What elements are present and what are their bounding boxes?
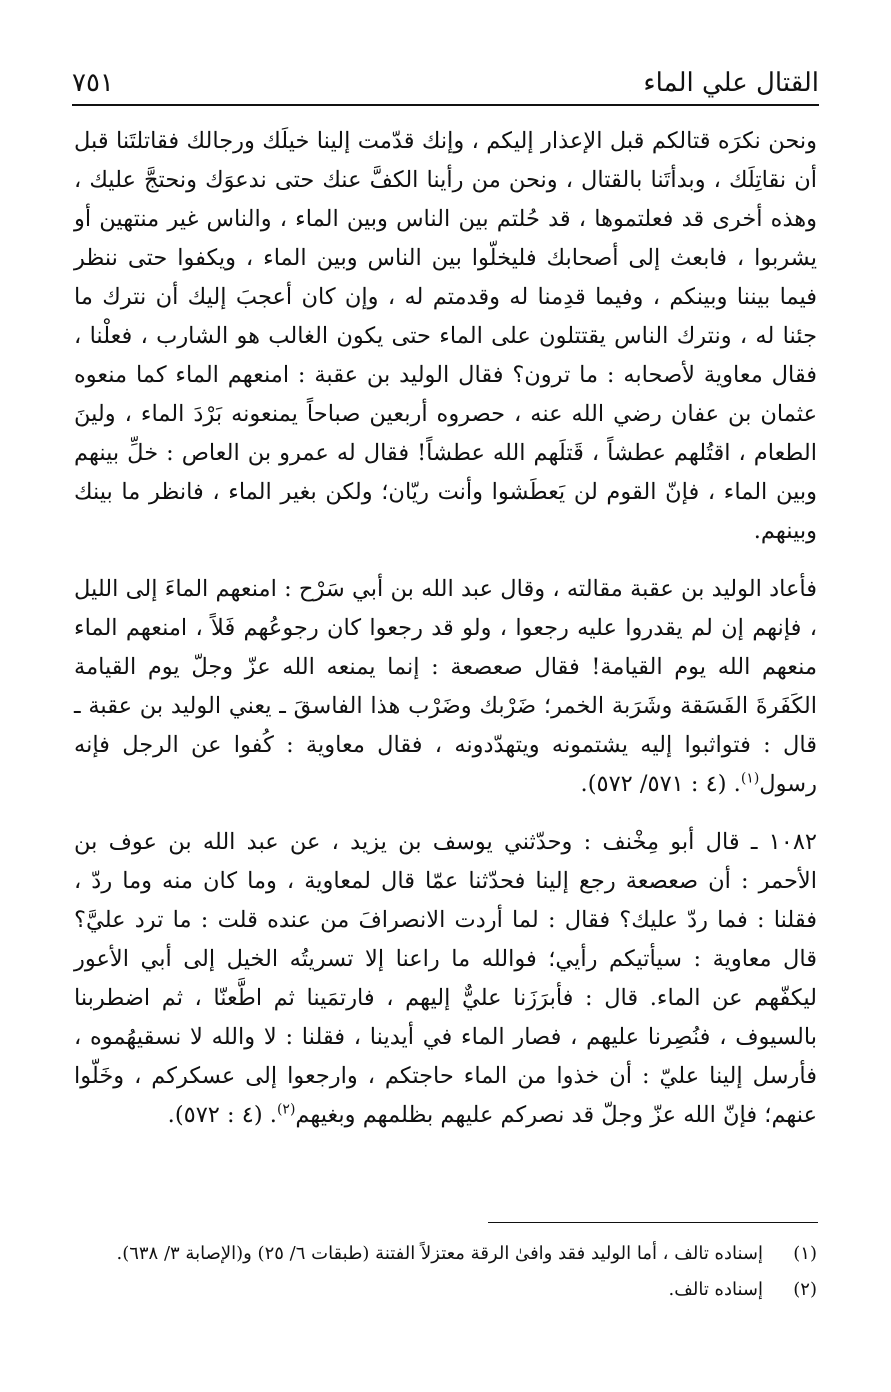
- paragraph-2: [74, 570, 817, 804]
- paragraph-2-text: فأعاد الوليد بن عقبة مقالته ، وقال عبد الله بن أبي سَرْح : امنعهم الماءَ إلى الليل ، فإنهم إن لم يقدروا عليه رجعوا ، ولو قد رجعوا كان رجوعُهم فَلاً ، امنعهم الماء منعهم الله يوم القيامة! فقال صعصعة : إنما يمنعه الله عزّ وجلّ يوم القيامة الكَفَرةَ الفَسَقة وشَرَبة الخمر؛ ضَرْبك وضَرْب هذا الفاسقَ ـ يعني الوليد بن عقبة ـ قال : فتواثبوا إليه يشتمونه ويتهدّدونه ، فقال معاوية : كُفوا عن الرجل فإنه رسول: [74, 576, 817, 797]
- citation-1: . (٤ : ٥٧١/ ٥٧٢).: [580, 771, 741, 797]
- main-text: [74, 122, 817, 1135]
- footnote-1-number: (١): [793, 1243, 817, 1264]
- footnote-2-number: (٢): [793, 1279, 817, 1300]
- page-header: [72, 58, 819, 106]
- page-number: ٧٥١: [72, 68, 114, 98]
- footnotes: [74, 1236, 817, 1308]
- footnote-1-text: إسناده تالف ، أما الوليد فقد وافىٰ الرقة معتزلاً الفتنة (طبقات ٦/ ٢٥) و(الإصابة ٣/ ٦٣٨).: [116, 1243, 763, 1264]
- footnote-2-text: إسناده تالف.: [668, 1279, 763, 1300]
- citation-2: . (٤ : ٥٧٢).: [167, 1102, 277, 1128]
- footnote-1: [74, 1236, 817, 1272]
- footnote-2: [74, 1272, 817, 1308]
- paragraph-3: [74, 823, 817, 1135]
- paragraph-3-text: ١٠٨٢ ـ قال أبو مِخْنف : وحدّثني يوسف بن يزيد ، عن عبد الله بن عوف بن الأحمر : أن صعصعة رجع إلينا فحدّثنا عمّا قال لمعاوية ، وما كان منه وما ردّ ، فقلنا : فما ردّ عليك؟ فقال : لما أردت الانصرافَ من عنده قلت : ما ترد عليَّ؟ قال معاوية : سيأتيكم رأيي؛ فوالله ما راعنا إلا تسريتُه الخيل إلى أبي الأعور ليكفّهم عن الماء. قال : فأبرَزَنا عليٌّ إليهم ، فارتمَينا ثم اطَّعنّا ، ثم اضطربنا بالسيوف ، فنُصِرنا عليهم ، فصار الماء في أيدينا ، فقلنا : لا والله لا نسقيهُموه ، فأرسل إلينا عليّ : أن خذوا من الماء حاجتكم ، وارجعوا إلى عسكركم ، وخَلّوا عنهم؛ فإنّ الله عزّ وجلّ قد نصركم عليهم بظلمهم وبغيهم: [74, 829, 817, 1128]
- footnote-ref-2[interactable]: (٢): [276, 1101, 296, 1118]
- paragraph-1-text: ونحن نكرَه قتالكم قبل الإعذار إليكم ، وإنك قدّمت إلينا خيلَك ورجالك فقاتلتَنا قبل أن نقاتِلَك ، وبدأتَنا بالقتال ، ونحن من رأينا الكفَّ عنك حتى ندعوَك ونحتجَّ عليك ، وهذه أخرى قد فعلتموها ، قد حُلتم بين الناس وبين الماء ، والناس غير منتهين أو يشربوا ، فابعث إلى أصحابك فليخلّوا بين الناس وبين الماء ، ويكفوا حتى ننظر فيما بيننا وبينكم ، وفيما قدِمنا له وقدمتم له ، وإن كان أعجبَ إليك أن نترك ما جئنا له ، ونترك الناس يقتتلون على الماء حتى يكون الغالب هو الشارب ، فعلْنا ، فقال معاوية لأصحابه : ما ترون؟ فقال الوليد بن عقبة : امنعهم الماء كما منعوه عثمان بن عفان رضي الله عنه ، حصروه أربعين صباحاً يمنعونه بَرْدَ الماء ، ولينَ الطعام ، اقتُلهم عطشاً ، قَتلَهم الله عطشاً! فقال له عمرو بن العاص : خلِّ بينهم وبين الماء ، فإنّ القوم لن يَعطَشوا وأنت ريّان؛ ولكن بغير الماء ، فانظر ما بينك وبينهم.: [74, 128, 817, 544]
- footnote-ref-1[interactable]: (١): [740, 770, 760, 787]
- running-title: القتال علي الماء: [643, 68, 819, 98]
- paragraph-1: [74, 122, 817, 551]
- footnote-divider: [488, 1222, 818, 1223]
